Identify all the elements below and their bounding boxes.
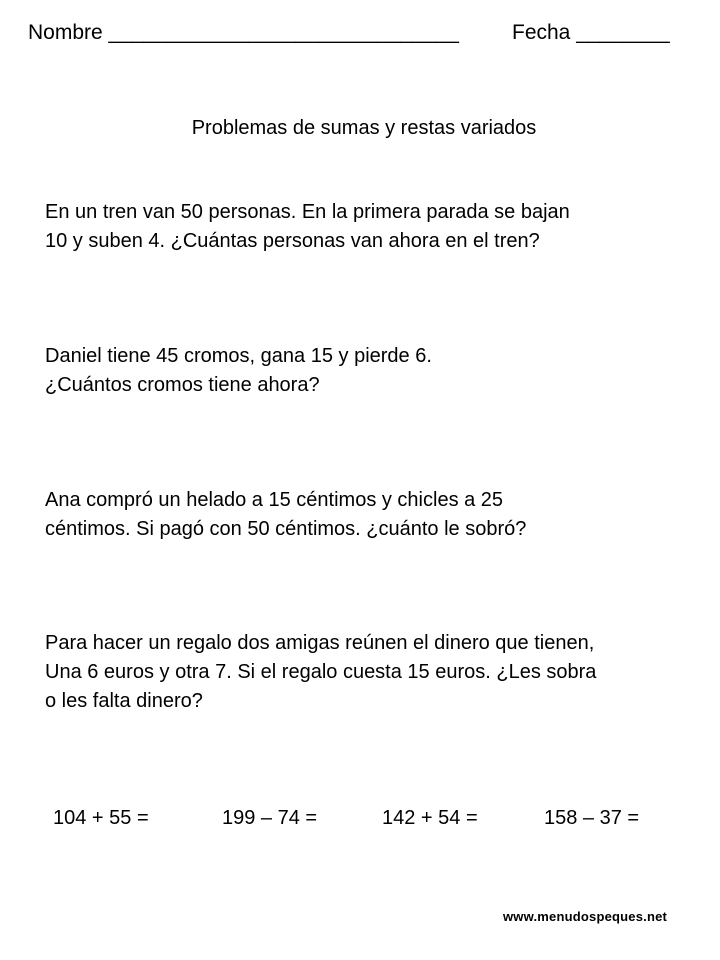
problem-line: Daniel tiene 45 cromos, gana 15 y pierde 6. <box>45 345 432 367</box>
problem-1 <box>45 198 715 256</box>
problem-line: Para hacer un regalo dos amigas reúnen el dinero que tienen, <box>45 632 595 654</box>
operation-3: 142 + 54 = <box>382 807 478 829</box>
problem-line: céntimos. Si pagó con 50 céntimos. ¿cuánto le sobró? <box>45 518 527 540</box>
problem-3 <box>45 486 715 544</box>
problem-2 <box>45 342 715 400</box>
name-field-label: Nombre ______________________________ <box>28 21 459 44</box>
problem-line: 10 y suben 4. ¿Cuántas personas van ahora en el tren? <box>45 230 540 252</box>
problem-4 <box>45 629 715 716</box>
problem-line: En un tren van 50 personas. En la primera parada se bajan <box>45 201 570 223</box>
problem-line: Una 6 euros y otra 7. Si el regalo cuesta 15 euros. ¿Les sobra <box>45 661 597 683</box>
date-field-label: Fecha ________ <box>512 21 670 44</box>
problem-line: o les falta dinero? <box>45 690 203 712</box>
operation-2: 199 – 74 = <box>222 807 318 829</box>
website-url: www.menudospeques.net <box>503 909 668 924</box>
operation-1: 104 + 55 = <box>53 807 149 829</box>
problem-line: ¿Cuántos cromos tiene ahora? <box>45 374 320 396</box>
page-title: Problemas de sumas y restas variados <box>191 117 537 139</box>
operation-4: 158 – 37 = <box>544 807 640 829</box>
problem-line: Ana compró un helado a 15 céntimos y chicles a 25 <box>45 489 504 511</box>
